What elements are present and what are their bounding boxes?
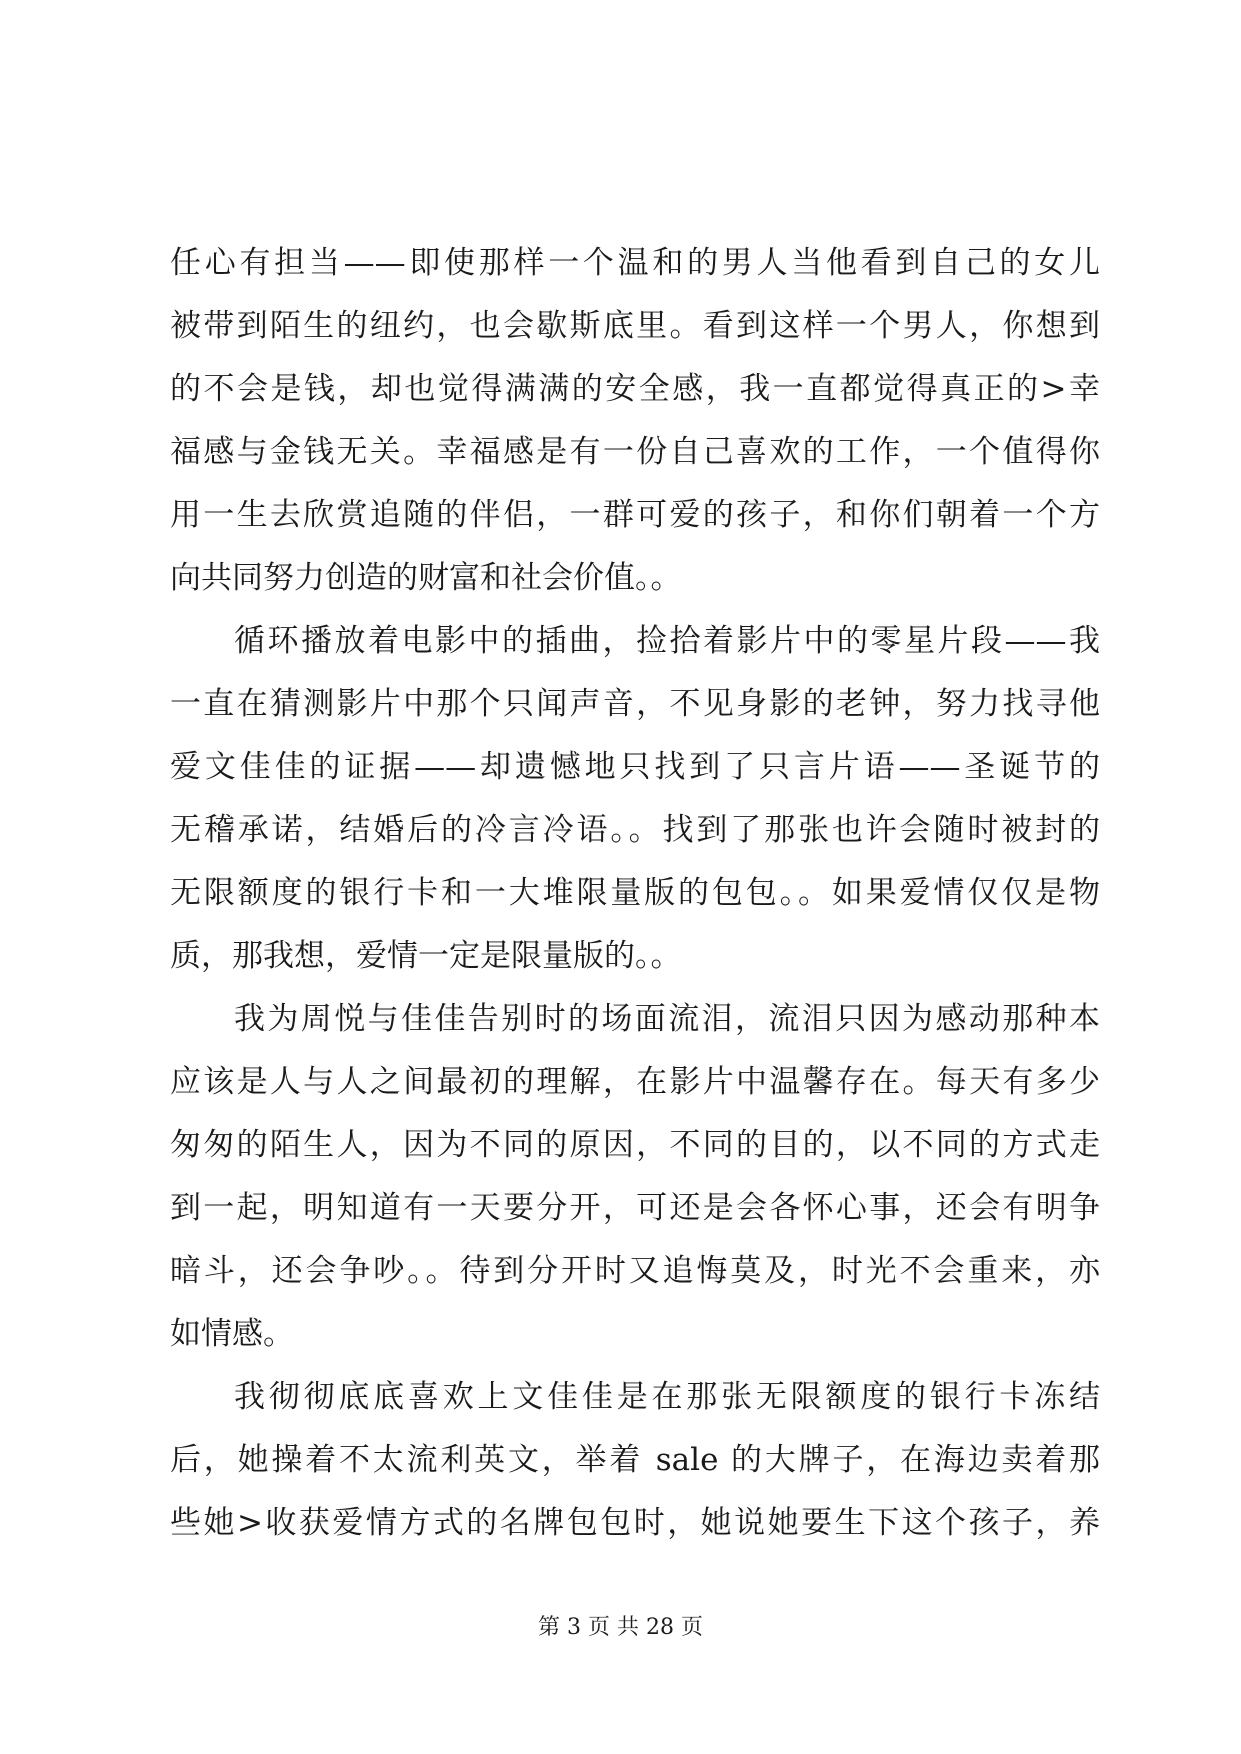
text-line: 匆匆的陌生人，因为不同的原因，不同的目的，以不同的方式走 [170, 1127, 1100, 1163]
text-line: 无限额度的银行卡和一大堆限量版的包包。。如果爱情仅仅是物 [170, 875, 1100, 911]
text-line: 如情感。 [170, 1316, 294, 1352]
text-line: 任心有担当——即使那样一个温和的男人当他看到自己的女儿 [170, 245, 1100, 281]
text-line: 应该是人与人之间最初的理解，在影片中温馨存在。每天有多少 [170, 1064, 1100, 1100]
text-line: 向共同努力创造的财富和社会价值。。 [170, 560, 682, 596]
text-line: 无稽承诺，结婚后的冷言冷语。。找到了那张也许会随时被封的 [170, 812, 1100, 848]
text-line: 被带到陌生的纽约，也会歇斯底里。看到这样一个男人，你想到 [170, 308, 1100, 344]
paragraph-4 [170, 1366, 1100, 1555]
text-line: 福感与金钱无关。幸福感是有一份自己喜欢的工作，一个值得你 [170, 434, 1100, 470]
text-line: 后，她操着不太流利英文，举着 sale 的大牌子，在海边卖着那 [170, 1442, 1100, 1478]
page-number-footer: 第 3 页 共 28 页 [538, 1615, 703, 1640]
paragraph-1 [170, 232, 1100, 610]
document-body [170, 232, 1100, 1555]
text-line: 的不会是钱，却也觉得满满的安全感，我一直都觉得真正的>幸 [170, 371, 1100, 407]
text-line: 爱文佳佳的证据——却遗憾地只找到了只言片语——圣诞节的 [170, 749, 1100, 785]
paragraph-2 [170, 610, 1100, 988]
paragraph-3 [170, 988, 1100, 1366]
text-line: 我为周悦与佳佳告别时的场面流泪，流泪只因为感动那种本 [234, 1001, 1100, 1037]
text-line: 用一生去欣赏追随的伴侣，一群可爱的孩子，和你们朝着一个方 [170, 497, 1100, 533]
text-line: 循环播放着电影中的插曲，捡拾着影片中的零星片段——我 [234, 623, 1100, 659]
text-line: 质，那我想，爱情一定是限量版的。。 [170, 938, 682, 974]
text-line: 到一起，明知道有一天要分开，可还是会各怀心事，还会有明争 [170, 1190, 1100, 1226]
text-line: 暗斗，还会争吵。。待到分开时又追悔莫及，时光不会重来，亦 [170, 1253, 1100, 1289]
text-line: 我彻彻底底喜欢上文佳佳是在那张无限额度的银行卡冻结 [234, 1379, 1100, 1415]
text-line: 一直在猜测影片中那个只闻声音，不见身影的老钟，努力找寻他 [170, 686, 1100, 722]
text-line: 些她>收获爱情方式的名牌包包时，她说她要生下这个孩子，养 [170, 1505, 1100, 1541]
